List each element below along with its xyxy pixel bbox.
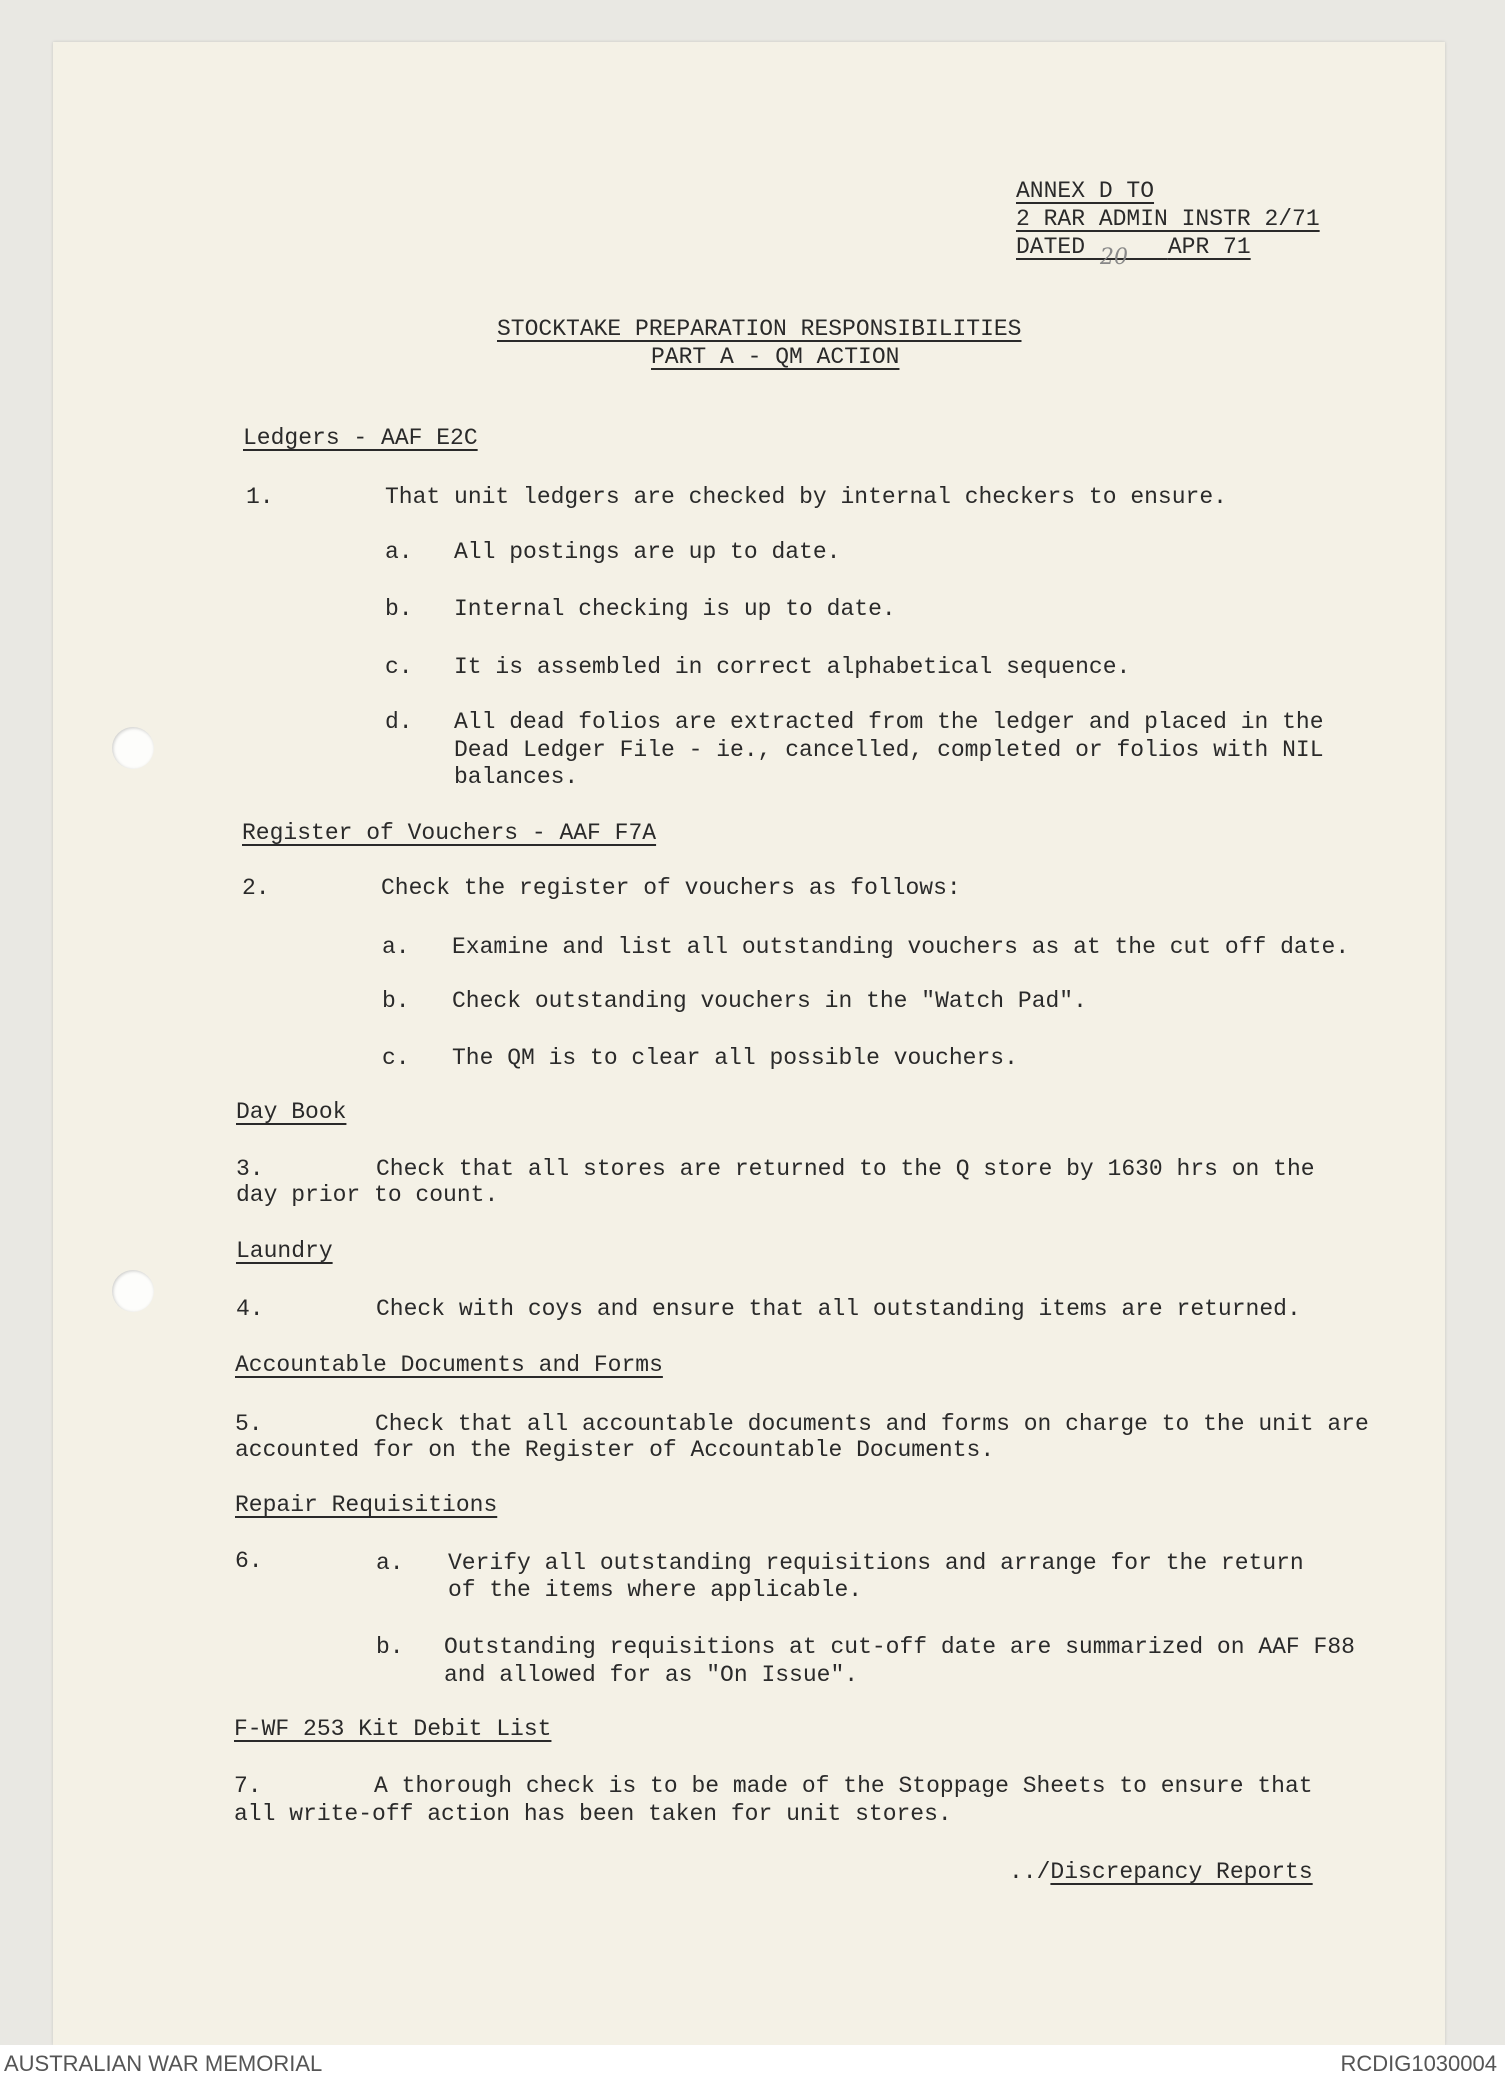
para-text: Check that all stores are returned to the Q store by 1630 hrs on the: [376, 1156, 1315, 1182]
dated-value: APR 71: [1167, 234, 1251, 260]
item-letter: b.: [382, 988, 410, 1014]
footer-record-id: RCDIG1030004: [1340, 2051, 1497, 2076]
dated-label: DATED: [1016, 234, 1086, 260]
continuation-prefix: ../: [1009, 1859, 1051, 1885]
continuation-text: Discrepancy Reports: [1050, 1859, 1313, 1885]
handwritten-day: 20: [1100, 245, 1128, 270]
annex-line-2: 2 RAR ADMIN INSTR 2/71: [1016, 206, 1320, 232]
item-text: All postings are up to date.: [454, 539, 841, 565]
item-letter: c.: [385, 654, 413, 680]
item-text: It is assembled in correct alphabetical sequence.: [454, 654, 1131, 680]
para-number: 1.: [246, 484, 274, 510]
punch-hole: [112, 727, 154, 769]
item-text: of the items where applicable.: [448, 1577, 863, 1603]
item-letter: a.: [382, 934, 410, 960]
item-text: Dead Ledger File - ie., cancelled, completed or folios with NIL: [454, 737, 1324, 763]
continuation-note: [1009, 1859, 1313, 1886]
para-text: accounted for on the Register of Accountable Documents.: [235, 1437, 995, 1463]
item-letter: c.: [382, 1045, 410, 1071]
item-text: Internal checking is up to date.: [454, 596, 896, 622]
item-text: Outstanding requisitions at cut-off date are summarized on AAF F88: [444, 1634, 1355, 1660]
punch-hole: [112, 1270, 154, 1312]
item-text: All dead folios are extracted from the ledger and placed in the: [454, 709, 1324, 735]
annex-line-1: ANNEX D TO: [1016, 178, 1155, 204]
para-text: Check the register of vouchers as follows:: [381, 875, 961, 901]
item-letter: a.: [385, 539, 413, 565]
item-letter: a.: [376, 1550, 404, 1576]
annex-date: [1016, 234, 1251, 261]
item-text: Check outstanding vouchers in the "Watch Pad".: [452, 988, 1087, 1014]
para-number: 3.: [236, 1156, 264, 1182]
document-subtitle: PART A - QM ACTION: [651, 344, 900, 370]
item-text: Verify all outstanding requisitions and arrange for the return: [448, 1550, 1304, 1576]
footer-institution: AUSTRALIAN WAR MEMORIAL: [4, 2051, 323, 2076]
para-number: 7.: [234, 1773, 262, 1799]
para-text: That unit ledgers are checked by internal checkers to ensure.: [385, 484, 1227, 510]
para-text: A thorough check is to be made of the Stoppage Sheets to ensure that: [374, 1773, 1313, 1799]
para-text: Check that all accountable documents and forms on charge to the unit are: [375, 1411, 1369, 1437]
section-heading: Laundry: [236, 1238, 333, 1264]
section-heading: Ledgers - AAF E2C: [243, 425, 478, 451]
item-text: Examine and list all outstanding vouchers as at the cut off date.: [452, 934, 1350, 960]
document-title: STOCKTAKE PREPARATION RESPONSIBILITIES: [497, 316, 1022, 342]
para-number: 5.: [235, 1411, 263, 1437]
para-number: 2.: [242, 875, 270, 901]
section-heading: Day Book: [236, 1099, 347, 1125]
para-number: 4.: [236, 1296, 264, 1322]
archive-footer: [0, 2045, 1505, 2082]
item-letter: d.: [385, 709, 413, 735]
section-heading: Accountable Documents and Forms: [235, 1352, 663, 1378]
item-text: balances.: [454, 764, 579, 790]
item-text: The QM is to clear all possible vouchers.: [452, 1045, 1018, 1071]
section-heading: Register of Vouchers - AAF F7A: [242, 820, 657, 846]
section-heading: F-WF 253 Kit Debit List: [234, 1716, 552, 1742]
para-text: Check with coys and ensure that all outstanding items are returned.: [376, 1296, 1301, 1322]
item-letter: b.: [376, 1634, 404, 1660]
para-text: day prior to count.: [236, 1182, 499, 1208]
item-letter: b.: [385, 596, 413, 622]
item-text: and allowed for as "On Issue".: [444, 1662, 859, 1688]
para-text: all write-off action has been taken for unit stores.: [234, 1801, 952, 1827]
section-heading: Repair Requisitions: [235, 1492, 498, 1518]
para-number: 6.: [235, 1548, 263, 1574]
